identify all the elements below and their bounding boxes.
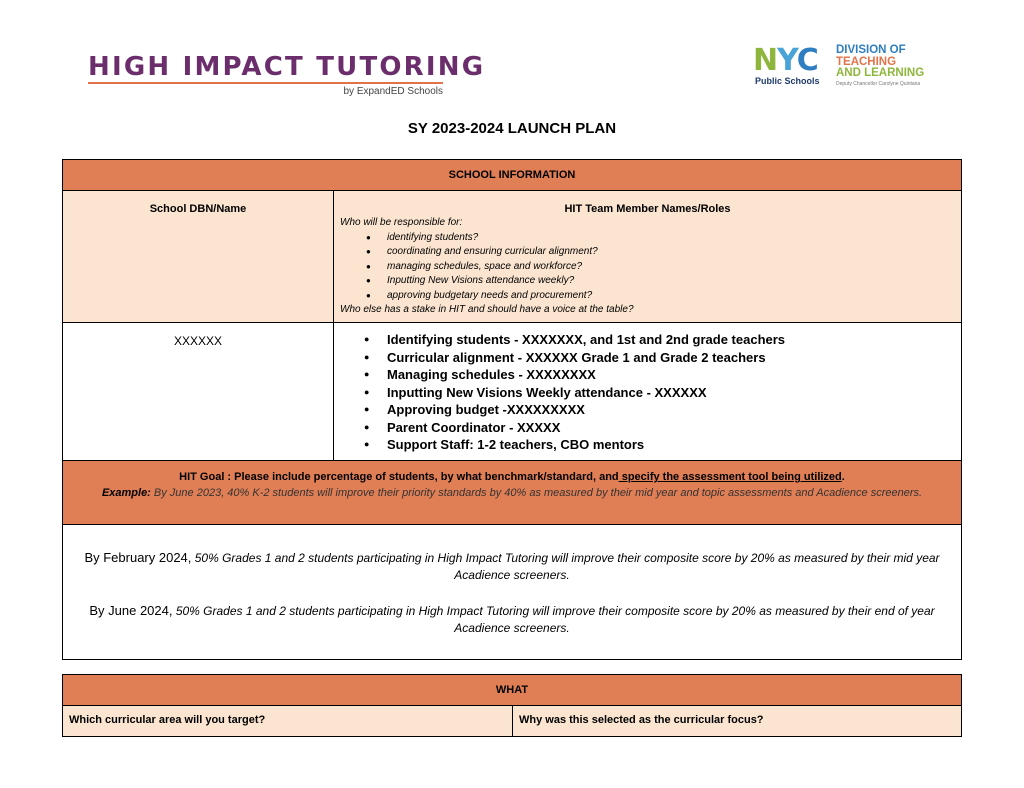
goal-statement: [73, 549, 951, 584]
roles-list: [334, 323, 961, 454]
nyc-division-line: AND LEARNING: [836, 67, 925, 79]
prompt-intro: Who will be responsible for:: [340, 217, 463, 228]
prompt-item: ● identifying students?: [340, 231, 955, 246]
nyc-doe-logo: [753, 45, 943, 89]
goal-instruction-line: [75, 470, 949, 486]
goal-statement-text: 50% Grades 1 and 2 students participating in High Impact Tutoring will improve their composite score by 20% as measured by their mid year Acadience screeners.: [191, 551, 940, 582]
role-item: ● Support Staff: 1-2 teachers, CBO mentors: [334, 436, 961, 454]
hit-goals-body: [63, 525, 962, 660]
role-item: ● Approving budget -XXXXXXXXX: [334, 401, 961, 419]
goal-statement-text: 50% Grades 1 and 2 students participating in High Impact Tutoring will improve their composite score by 20% as measured by their end of year Acadience screeners.: [172, 604, 935, 635]
role-item: ● Inputting New Visions Weekly attendance - XXXXXX: [334, 384, 961, 402]
curricular-focus-question: Why was this selected as the curricular focus?: [513, 706, 962, 737]
curricular-area-question: Which curricular area will you target?: [63, 706, 513, 737]
nyc-division-text: [836, 45, 924, 80]
role-item: ● Identifying students - XXXXXXX, and 1st and 2nd grade teachers: [334, 331, 961, 349]
hit-goal-instructions: [63, 461, 962, 525]
school-dbn-value: XXXXXX: [63, 323, 334, 461]
role-item: ● Managing schedules - XXXXXXXX: [334, 366, 961, 384]
hit-logo: [88, 52, 485, 97]
hit-team-roles-cell: [334, 323, 962, 461]
hit-team-header-cell: [334, 191, 962, 323]
nyc-division-line: DIVISION OF: [836, 44, 906, 56]
goal-example-text: By June 2023, 40% K-2 students will improve their priority standards by 40% as measured by their mid year and topic assessments and Acadience screeners.: [150, 486, 923, 499]
goal-example: [75, 486, 949, 502]
prompt-item: ● managing schedules, space and workforce?: [340, 260, 955, 275]
school-information-table: [62, 159, 962, 660]
what-table: [62, 674, 962, 737]
nyc-letter-y: Y: [777, 43, 797, 78]
hit-team-prompt: [340, 216, 955, 318]
nyc-division-line: TEACHING: [836, 55, 897, 68]
prompt-item: ● approving budgetary needs and procurement?: [340, 289, 955, 304]
hit-logo-byline: by ExpandED Schools: [343, 86, 443, 97]
role-item: ● Parent Coordinator - XXXXX: [334, 419, 961, 437]
prompt-outro: Who else has a stake in HIT and should have a voice at the table?: [340, 304, 634, 315]
school-info-section-header: SCHOOL INFORMATION: [63, 160, 962, 191]
goal-example-label: Example:: [101, 486, 151, 499]
role-item: ● Curricular alignment - XXXXXX Grade 1 and Grade 2 teachers: [334, 349, 961, 367]
goal-instruction-underlined: specify the assessment tool being utilized: [618, 471, 842, 483]
prompt-item: ● coordinating and ensuring curricular alignment?: [340, 245, 955, 260]
goal-instruction-prefix: HIT Goal : Please include percentage of students, by what benchmark/standard, and: [179, 471, 619, 483]
nyc-letter-n: N: [753, 43, 778, 78]
goal-statement-lead: By February 2024,: [84, 550, 192, 565]
nyc-letters: [753, 45, 818, 77]
school-dbn-header: School DBN/Name: [63, 191, 334, 323]
hit-team-header: HIT Team Member Names/Roles: [564, 203, 731, 215]
prompt-item: ● Inputting New Visions attendance weekly?: [340, 274, 955, 289]
document-title: SY 2023-2024 LAUNCH PLAN: [407, 120, 617, 137]
goal-statement-lead: By June 2024,: [89, 603, 173, 618]
goal-instruction-suffix: .: [841, 471, 845, 483]
what-section-header: WHAT: [63, 675, 962, 706]
nyc-deputy-line: Deputy Chancellor Carolyne Quintana: [836, 81, 921, 87]
nyc-public-schools: Public Schools: [755, 76, 820, 86]
prompt-list: [340, 231, 955, 304]
goal-statement: [73, 602, 951, 637]
hit-logo-underline: [88, 82, 443, 84]
hit-logo-text: HIGH IMPACT TUTORING: [88, 52, 486, 82]
nyc-letter-c: C: [796, 43, 818, 78]
